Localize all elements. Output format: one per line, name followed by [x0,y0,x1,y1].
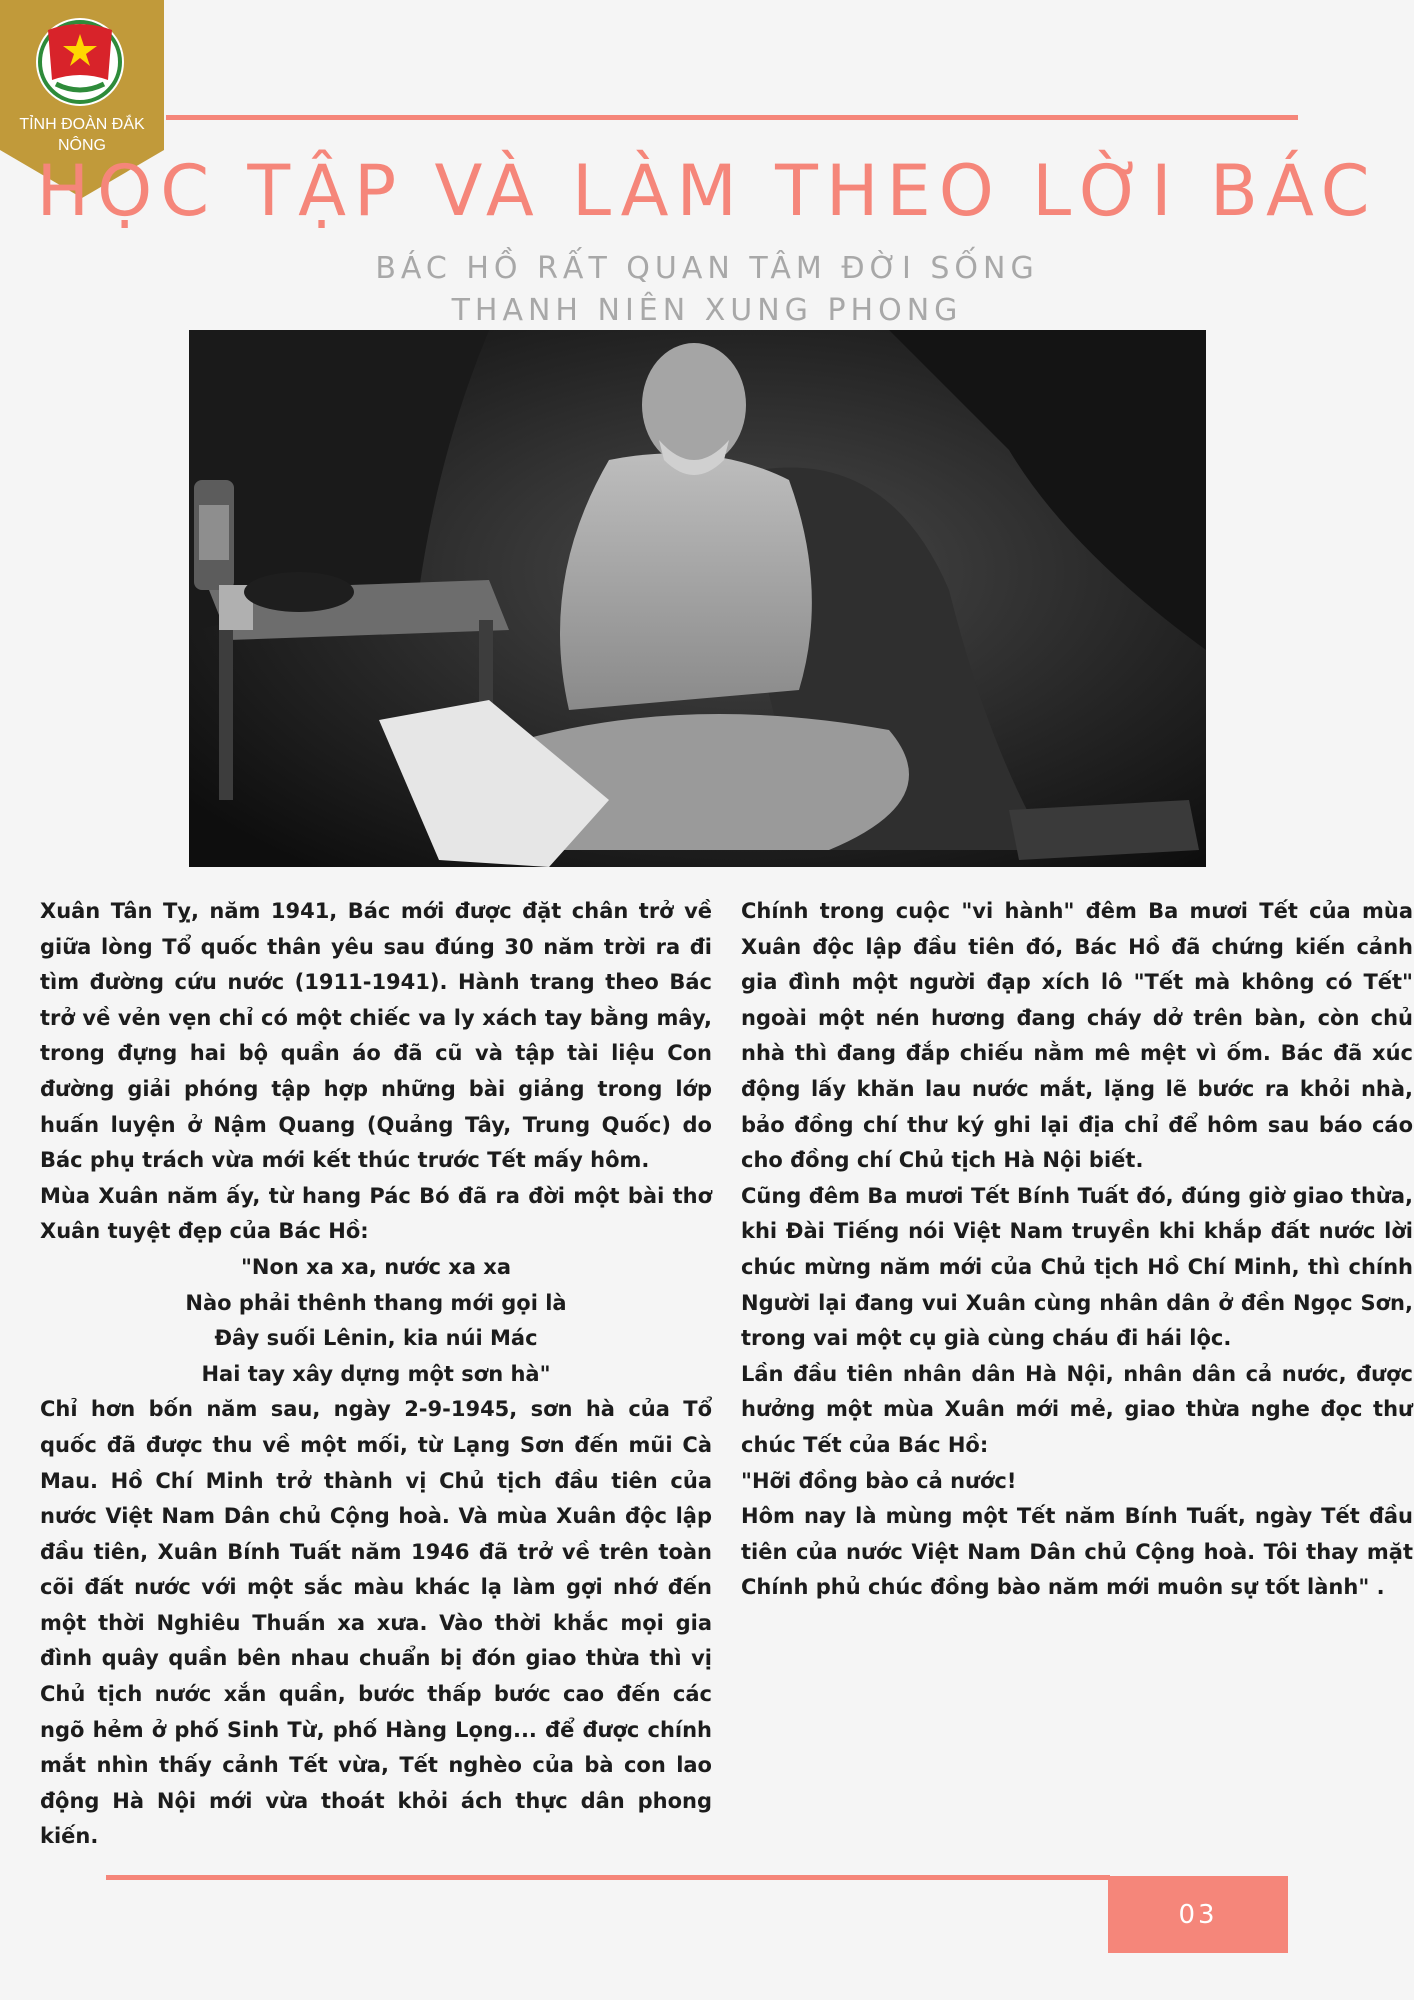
paragraph: Chỉ hơn bốn năm sau, ngày 2-9-1945, sơn hà của Tổ quốc đã được thu về một mối, từ Lạng Sơn đến mũi Cà Mau. Hồ Chí Minh trở thành vị Chủ tịch đầu tiên của nước Việt Nam Dân chủ Cộng hoà. Và mùa Xuân độc lập đầu tiên, Xuân Bính Tuất năm 1946 đã trở về trên toàn cõi đất nước với một sắc màu khác lạ làm gợi nhớ đến một thời Nghiêu Thuấn xa xưa. Vào thời khắc mọi gia đình quây quần bên nhau chuẩn bị đón giao thừa thì vị Chủ tịch nước xắn quần, bước thấp bước cao đến các ngõ hẻm ở phố Sinh Từ, phố Hàng Lọng... để được chính mắt nhìn thấy cảnh Tết vừa, Tết nghèo của bà con lao động Hà Nội mới vừa thoát khỏi ách thực dân phong kiến. [40,1397,712,1849]
paragraph: Hôm nay là mùng một Tết năm Bính Tuất, ngày Tết đầu tiên của nước Việt Nam Dân chủ Cộng hoà. Tôi thay mặt Chính phủ chúc đồng bào năm mới muôn sự tốt lành" . [741,1504,1413,1600]
subtitle-line-1: BÁC HỒ RẤT QUAN TÂM ĐỜI SỐNG [375,251,1039,286]
paragraph: Cũng đêm Ba mươi Tết Bính Tuất đó, đúng giờ giao thừa, khi Đài Tiếng nói Việt Nam truyền khi khắp đất nước lời chúc mừng năm mới của Chủ tịch Hồ Chí Minh, thì chính Người lại đang vui Xuân cùng nhân dân ở đền Ngọc Sơn, trong vai một cụ già cùng cháu đi hái lộc. [741,1183,1413,1351]
subtitle-line-2: THANH NIÊN XUNG PHONG [451,293,963,328]
paragraph: "Hỡi đồng bào cả nước! [741,1468,1017,1493]
poem [40,1250,712,1392]
top-divider [166,115,1298,120]
paragraph: Mùa Xuân năm ấy, từ hang Pác Bó đã ra đời một bài thơ Xuân tuyệt đẹp của Bác Hồ: [40,1183,712,1244]
logo-text: TỈNH ĐOÀN ĐẮK NÔNG [19,116,145,154]
bottom-divider [106,1875,1110,1880]
subtitle [0,248,1414,332]
article-column-left [40,894,712,1855]
paragraph: Xuân Tân Tỵ, năm 1941, Bác mới được đặt chân trở về giữa lòng Tổ quốc thân yêu sau đúng 30 năm trời ra đi tìm đường cứu nước (1911-1941). Hành trang theo Bác trở về vẻn vẹn chỉ có một chiếc va ly xách tay bằng mây, trong đựng hai bộ quần áo đã cũ và tập tài liệu Con đường giải phóng tập hợp những bài giảng trong lớp huấn luyện ở Nậm Quang (Quảng Tây, Trung Quốc) do Bác phụ trách vừa mới kết thúc trước Tết mấy hôm. [40,899,712,1173]
poem-line: Hai tay xây dựng một sơn hà" [201,1361,551,1386]
poem-line: Đây suối Lênin, kia núi Mác [214,1326,538,1351]
poem-line: Nào phải thênh thang mới gọi là [185,1290,567,1315]
paragraph: Lần đầu tiên nhân dân Hà Nội, nhân dân cả nước, được hưởng một mùa Xuân mới mẻ, giao thừa nghe đọc thư chúc Tết của Bác Hồ: [741,1361,1413,1457]
article-photo [189,330,1206,867]
poem-line: "Non xa xa, nước xa xa [240,1254,512,1279]
page-title: HỌC TẬP VÀ LÀM THEO LỜI BÁC [36,150,1378,232]
paragraph: Chính trong cuộc "vi hành" đêm Ba mươi Tết của mùa Xuân độc lập đầu tiên đó, Bác Hồ đã chứng kiến cảnh gia đình một người đạp xích lô "Tết mà không có Tết" ngoài một nén hương đang cháy dở trên bàn, còn chủ nhà thì đang đắp chiếu nằm mê mệt vì ốm. Bác đã xúc động lấy khăn lau nước mắt, lặng lẽ bước ra khỏi nhà, bảo đồng chí thư ký ghi lại địa chỉ để hôm sau báo cáo cho đồng chí Chủ tịch Hà Nội biết. [741,899,1413,1173]
page-number: 03 [1108,1876,1288,1953]
article-column-right [741,894,1413,1606]
